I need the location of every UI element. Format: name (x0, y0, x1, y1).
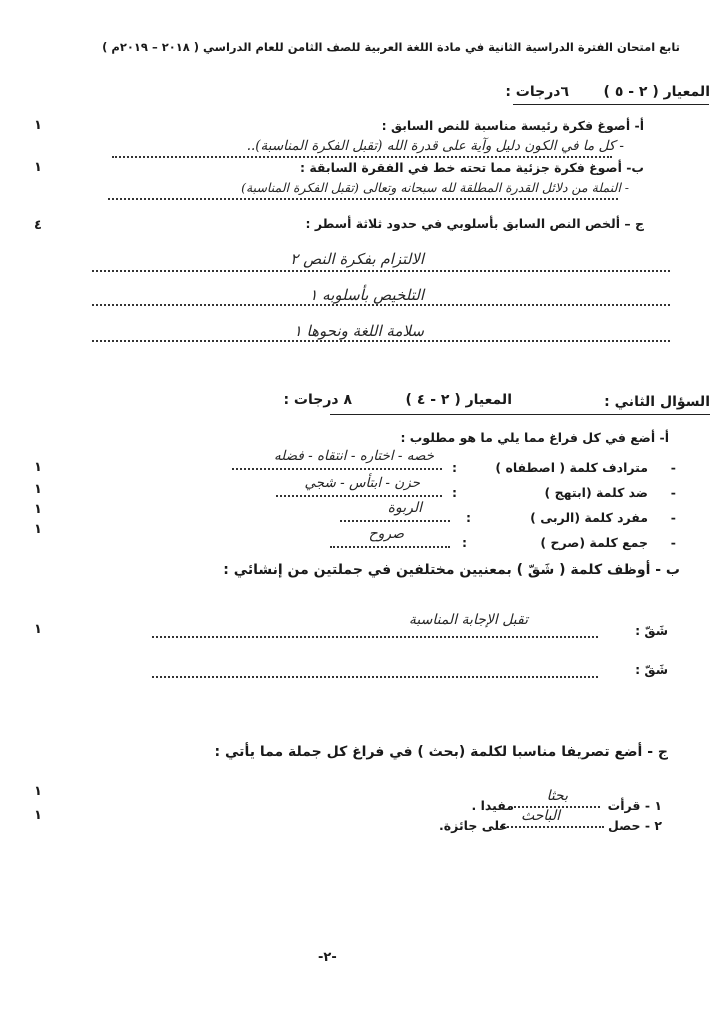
c-item-2-rest: على جائزة. (439, 818, 508, 833)
mark-c: ٤ (34, 218, 42, 233)
section1-criterion: المعيار ( ٢ - ٥ ) (603, 84, 710, 100)
section1-question-a: أ- أصوغ فكرة رئيسة مناسبة للنص السابق : (381, 118, 644, 133)
mark-b: ١ (34, 160, 42, 175)
item-2-dotted-line (276, 495, 442, 497)
item-1-label: مترادف كلمة ( اصطفاه ) (495, 460, 648, 475)
section2-question-c: ج - أضع تصريفا مناسبا لكلمة (بحث ) في فراغ كل جملة مما يأتي : (214, 744, 668, 760)
item-3-dash: - (670, 510, 676, 525)
item-4-mark: ١ (34, 522, 42, 537)
section2-question-b: ب - أوظف كلمة ( شَقّ ) بمعنيين مختلفين في جملتين من إنشائي : (223, 562, 680, 578)
item-2-dash: - (670, 485, 676, 500)
item-1-dotted-line (232, 468, 442, 470)
section2-question-a: أ- أضع في كل فراغ مما يلي ما هو مطلوب : (400, 430, 669, 445)
question-two-title: السؤال الثاني : (604, 394, 710, 410)
c-item-2-answer: الباحث (520, 808, 560, 824)
section1-answer-a: - كل ما في الكون دليل وآية على قدرة الله (تقبل الفكرة المناسبة).. (246, 138, 624, 154)
summary-line-3-answer: سلامة اللغة ونحوها ١ (293, 322, 424, 340)
item-4-dash: - (670, 535, 676, 550)
exam-header-title: تابع امتحان الفترة الدراسية الثانية في مادة اللغة العربية للصف الثامن للعام الدراسي ( ٢٠١٨ – ٢٠١٩م ) (102, 40, 680, 54)
b-line-1-label: شَقّ : (635, 623, 668, 638)
section2-grade: ٨ درجات : (283, 392, 352, 408)
answer-a-dotted-line (112, 156, 612, 158)
mark-a: ١ (34, 118, 42, 133)
c-item-1-answer: بحثا (546, 788, 568, 804)
summary-line-1-answer: الالتزام بفكرة النص ٢ (290, 250, 424, 268)
c-item-1-mark: ١ (34, 784, 42, 799)
section2-criterion: المعيار ( ٢ - ٤ ) (405, 392, 512, 408)
item-1-answer: خصه - اختاره - انتقاه - فضله (273, 448, 434, 464)
item-3-answer: الربوة (387, 500, 422, 516)
section1-answer-b: - النملة من دلائل القدرة المطلقة لله سبحانه وتعالى (تقبل الفكرة المناسبة) (241, 180, 629, 195)
item-4-dotted-line (330, 546, 450, 548)
item-3-dotted-line (340, 520, 450, 522)
item-1-mark: ١ (34, 460, 42, 475)
section1-question-b: ب- أصوغ فكرة جزئية مما تحته خط في الفقرة السابقة : (300, 160, 644, 175)
section1-question-c: ج – ألخص النص السابق بأسلوبي في حدود ثلاثة أسطر : (305, 216, 644, 231)
page-number: -٢- (318, 950, 337, 965)
b-mark: ١ (34, 622, 42, 637)
item-1-dash: - (670, 460, 676, 475)
c-item-2-number: ٢ - حصل (607, 818, 662, 833)
item-4-answer: صروح (368, 526, 404, 542)
summary-dotted-line-1 (92, 270, 670, 272)
c-item-1-number: ١ - قرأت (607, 798, 662, 813)
section1-criterion-underline (513, 104, 709, 105)
item-4-label: جمع كلمة (صرح ) (540, 535, 648, 550)
c-item-2-dotted-line (500, 826, 604, 828)
item-3-mark: ١ (34, 502, 42, 517)
answer-b-dotted-line (108, 198, 618, 200)
item-2-answer: حزن - ابتأس - شجي (304, 475, 420, 491)
item-2-mark: ١ (34, 482, 42, 497)
b-line-1-answer: تقبل الإجابة المناسبة (408, 612, 528, 628)
c-item-1-rest: مفيدا . (471, 798, 514, 813)
b-line-2-label: شَقّ : (635, 662, 668, 677)
summary-dotted-line-3 (92, 340, 670, 342)
b-dotted-line-2 (152, 676, 598, 678)
item-3-label: مفرد كلمة (الربى ) (530, 510, 648, 525)
b-dotted-line-1 (152, 636, 598, 638)
summary-line-2-answer: التلخيص بأسلوبه ١ (309, 286, 424, 304)
c-item-2-mark: ١ (34, 808, 42, 823)
section2-header-underline (330, 414, 710, 415)
item-2-label: ضد كلمة (ابتهج ) (544, 485, 648, 500)
section1-grade: ٦درجات : (505, 84, 569, 100)
summary-dotted-line-2 (92, 304, 670, 306)
